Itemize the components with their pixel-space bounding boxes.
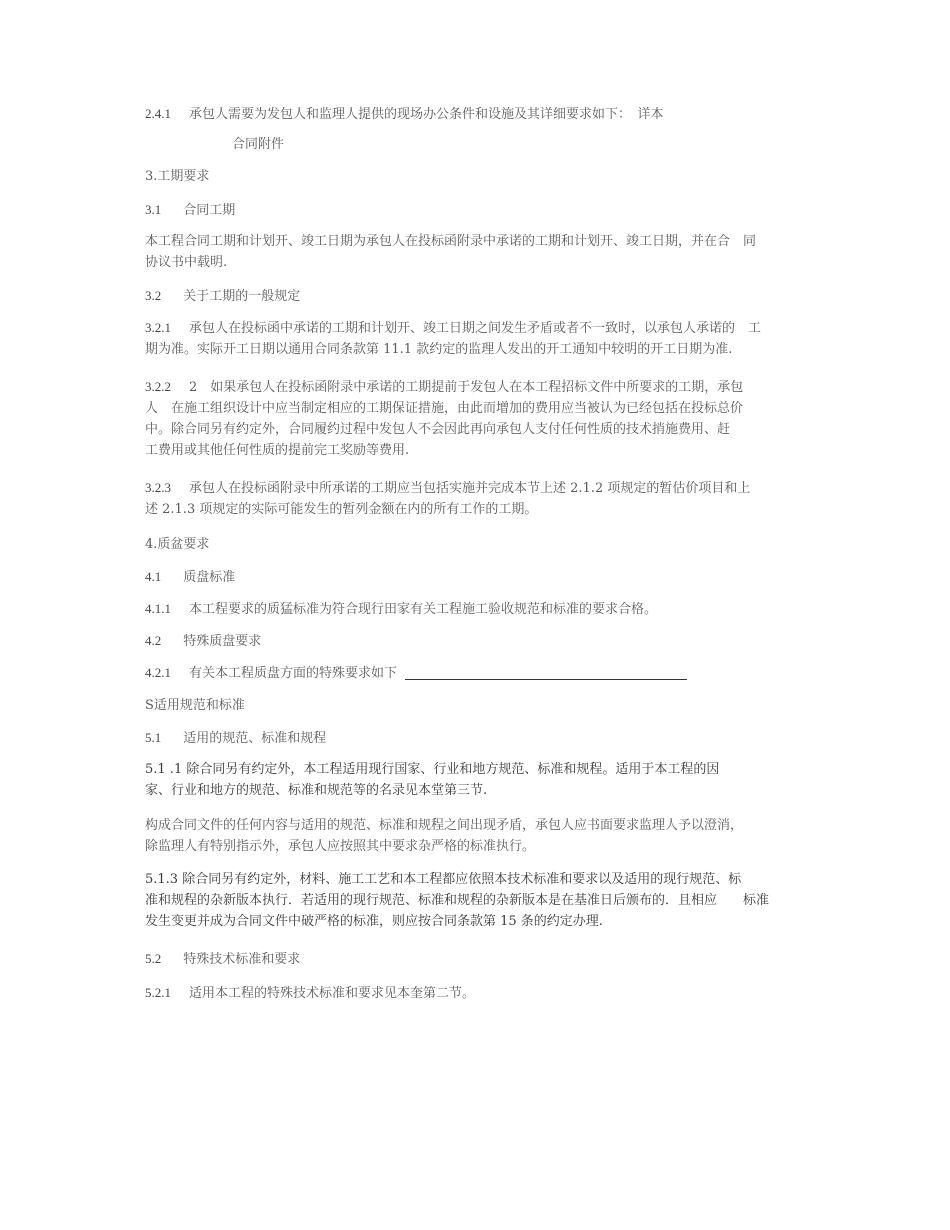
section-title: S适用规范和标准 [145,698,245,713]
section-heading-5 [145,695,845,716]
paragraph-line: 工费用或其他任何性质的提前完工奖励等费用. [145,443,410,458]
clause-5-2 [145,948,845,970]
paragraph-line: 协议书中载明. [145,255,228,270]
section-title: 4.质盆要求 [145,537,210,552]
clause-3-2 [145,285,845,307]
clause-number: 2.4.1 [145,106,171,121]
clause-2-4-1-continuation [232,134,932,155]
clause-title: 特殊技术标准和要求 [183,952,301,967]
paragraph-5-1-2 [145,815,845,857]
clause-number: 3.2 [145,288,162,303]
clause-title: 合同工期 [183,203,236,218]
paragraph-line: 期为准。实际开工日期以通用合同条款第 11.1 款约定的监理人发出的开工通知中较明的开工日期为准. [145,342,733,357]
paragraph-3-1-body [145,231,845,273]
clause-5-1-3 [145,869,845,932]
paragraph-line: 家、行业和地方的规范、标准和规范等的名录见本堂第三节. [145,783,488,798]
clause-4-2 [145,630,845,652]
paragraph-line: 除监理人有特别指示外，承包人应按照其中要求杂严格的标准执行。 [145,839,536,854]
clause-title: 关于工期的一般规定 [183,289,301,304]
paragraph-line: 准和规程的杂新版本执行．若适用的现行规范、标准和规程的杂新版本是在基准日后颁布的．且相应 标准 [145,893,770,908]
clause-number: 3.2.2 [145,379,171,394]
clause-number: 5.2 [145,951,162,966]
clause-5-1 [145,727,845,749]
section-heading-3 [145,166,845,187]
clause-title: 质盘标准 [183,570,236,585]
clause-3-2-1 [145,317,845,360]
clause-3-1 [145,199,845,221]
clause-number: 4.1.1 [145,601,171,616]
clause-4-1-1 [145,598,845,620]
clause-title: 适用的规范、标准和规程 [183,731,327,746]
clause-number: 3.2.3 [145,480,171,495]
paragraph-line: 述 2.1.3 项规定的实际可能发生的暂列金额在内的所有工作的工期。 [145,502,538,517]
clause-3-2-3 [145,477,845,520]
paragraph-line: 构成合同文件的任何内容与适用的规范、标准和规程之间出现矛盾，承包人应书面要求监理人予以澄消， [145,818,744,833]
paragraph-line: 本工程要求的质猛标准为符合现行田家有关工程施工验收规范和标准的要求合格。 [189,602,658,617]
blank-fill-line [405,679,687,680]
clause-3-2-2 [145,376,845,461]
clause-number: 3.1 [145,202,162,217]
paragraph-line: 有关本工程质盘方面的特殊要求如下 [189,666,398,681]
paragraph-line: 5.1.3 除合同另有约定外，材料、施工工艺和本工程都应依照本技术标准和要求以及适用的现行规范、标 [145,872,742,887]
paragraph-line: 承包人在投标函中承诺的工期和计划开、竣工日期之间发生矛盾或者不一致时，以承包人承诺的 工 [189,321,762,336]
clause-number: 5.2.1 [145,985,171,1000]
clause-text: 承包人需要为发包人和监理人提供的现场办公条件和设施及其详细要求如下： 详本 [189,107,664,122]
clause-5-1-1 [145,759,845,801]
section-heading-4 [145,534,845,555]
paragraph-line: 发生变更并成为合同文件中破严格的标准，则应按合同条款第 15 条的约定办理. [145,914,603,929]
clause-number: 4.2.1 [145,665,171,680]
clause-number: 5.1 [145,730,162,745]
clause-title: 特殊质盘要求 [183,634,262,649]
clause-number: 3.2.1 [145,320,171,335]
paragraph-line: 5.1 .1 除合同另有约定外，本工程适用现行国家、行业和地方规范、标准和规程。适用于本工程的因 [145,762,720,777]
paragraph-line: 适用本工程的特殊技术标准和要求见本奎第二节。 [189,986,476,1001]
paragraph-line: 本工程合同工期和计划开、竣工日期为承包人在投标函附录中承诺的工期和计划开、竣工日期，并在合 同 [145,234,757,249]
clause-number: 4.1 [145,569,162,584]
clause-number: 4.2 [145,633,162,648]
clause-2-4-1 [145,103,845,125]
clause-4-2-1 [145,662,845,684]
clause-4-1 [145,566,845,588]
paragraph-line: 承包人在投标函附录中所承诺的工期应当包括实施并完成本节上述 2.1.2 项规定的暂估价项目和上 [189,481,751,496]
clause-text: 合同附件 [232,137,285,152]
section-title: 3.工期要求 [145,169,210,184]
paragraph-line: 中。除合同另有约定外，合同履约过程中发包人不会因此再向承包人支付任何性质的技术捎施费用、赶 [145,422,731,437]
paragraph-line: 人 在施工组织设计中应当制定相应的工期保证措施，由此而增加的费用应当被认为已经包括在投标总价 [145,401,744,416]
clause-5-2-1 [145,982,845,1004]
paragraph-line: 2 如果承包人在投标函附录中承诺的工期提前于发包人在本工程招标文件中所要求的工期，承包 [189,380,744,395]
